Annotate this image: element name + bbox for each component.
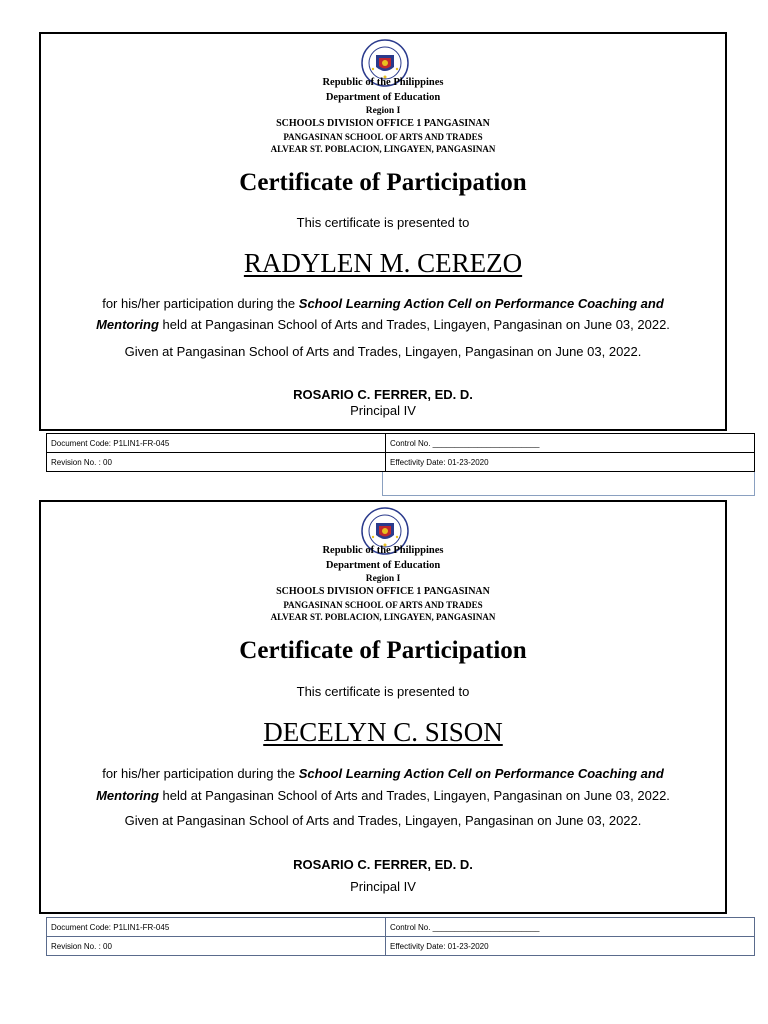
header-republic: Republic of the Philippines	[322, 545, 444, 556]
certificate-title: Certificate of Participation	[239, 637, 527, 664]
header-address: ALVEAR ST. POBLACION, LINGAYEN, PANGASINAN	[270, 612, 496, 622]
presented-to-text: This certificate is presented to	[296, 215, 470, 230]
header-republic: Republic of the Philippines	[322, 77, 444, 88]
revision-no-cell: Revision No. : 00	[47, 937, 386, 956]
document-code-cell: Document Code: P1LIN1-FR-045	[47, 434, 386, 453]
participation-line-2: Mentoring held at Pangasinan School of Arts and Trades, Lingayen, Pangasinan on June 03, 2022.	[96, 788, 670, 803]
header-region: Region I	[365, 106, 401, 116]
recipient-name: RADYLEN M. CEREZO	[243, 248, 523, 278]
document-code-cell: Document Code: P1LIN1-FR-045	[47, 918, 386, 937]
certificate-card	[39, 500, 727, 914]
participation-line-1: for his/her participation during the School Learning Action Cell on Performance Coaching and	[102, 766, 664, 781]
signer-position: Principal IV	[350, 879, 416, 894]
recipient-name: DECELYN C. SISON	[263, 717, 503, 747]
header-department: Department of Education	[325, 560, 441, 571]
participation-line-1: for his/her participation during the School Learning Action Cell on Performance Coaching and	[102, 296, 664, 311]
signer-name: ROSARIO C. FERRER, ED. D.	[293, 857, 473, 872]
given-at-text: Given at Pangasinan School of Arts and Trades, Lingayen, Pangasinan on June 03, 2022.	[124, 344, 642, 359]
control-no-cell: Control No. ________________________	[386, 918, 755, 937]
given-at-text: Given at Pangasinan School of Arts and Trades, Lingayen, Pangasinan on June 03, 2022.	[124, 813, 642, 828]
signer-name: ROSARIO C. FERRER, ED. D.	[293, 387, 473, 402]
header-address: ALVEAR ST. POBLACION, LINGAYEN, PANGASINAN	[270, 144, 496, 154]
header-school: PANGASINAN SCHOOL OF ARTS AND TRADES	[283, 600, 483, 610]
header-division: SCHOOLS DIVISION OFFICE 1 PANGASINAN	[276, 586, 490, 597]
header-school: PANGASINAN SCHOOL OF ARTS AND TRADES	[283, 132, 483, 142]
header-division: SCHOOLS DIVISION OFFICE 1 PANGASINAN	[276, 118, 490, 129]
empty-form-box	[382, 472, 755, 496]
certificate-card	[39, 32, 727, 431]
control-no-cell: Control No. ________________________	[386, 434, 755, 453]
header-region: Region I	[365, 574, 401, 584]
revision-no-cell: Revision No. : 00	[47, 453, 386, 472]
header-department: Department of Education	[325, 92, 441, 103]
certificate-title: Certificate of Participation	[239, 169, 527, 196]
document-control-table	[46, 433, 755, 472]
document-control-table	[46, 917, 755, 956]
effectivity-date-cell: Effectivity Date: 01-23-2020	[386, 453, 755, 472]
presented-to-text: This certificate is presented to	[296, 684, 470, 699]
signer-position: Principal IV	[350, 403, 416, 418]
effectivity-date-cell: Effectivity Date: 01-23-2020	[386, 937, 755, 956]
participation-line-2: Mentoring held at Pangasinan School of Arts and Trades, Lingayen, Pangasinan on June 03, 2022.	[96, 317, 670, 332]
